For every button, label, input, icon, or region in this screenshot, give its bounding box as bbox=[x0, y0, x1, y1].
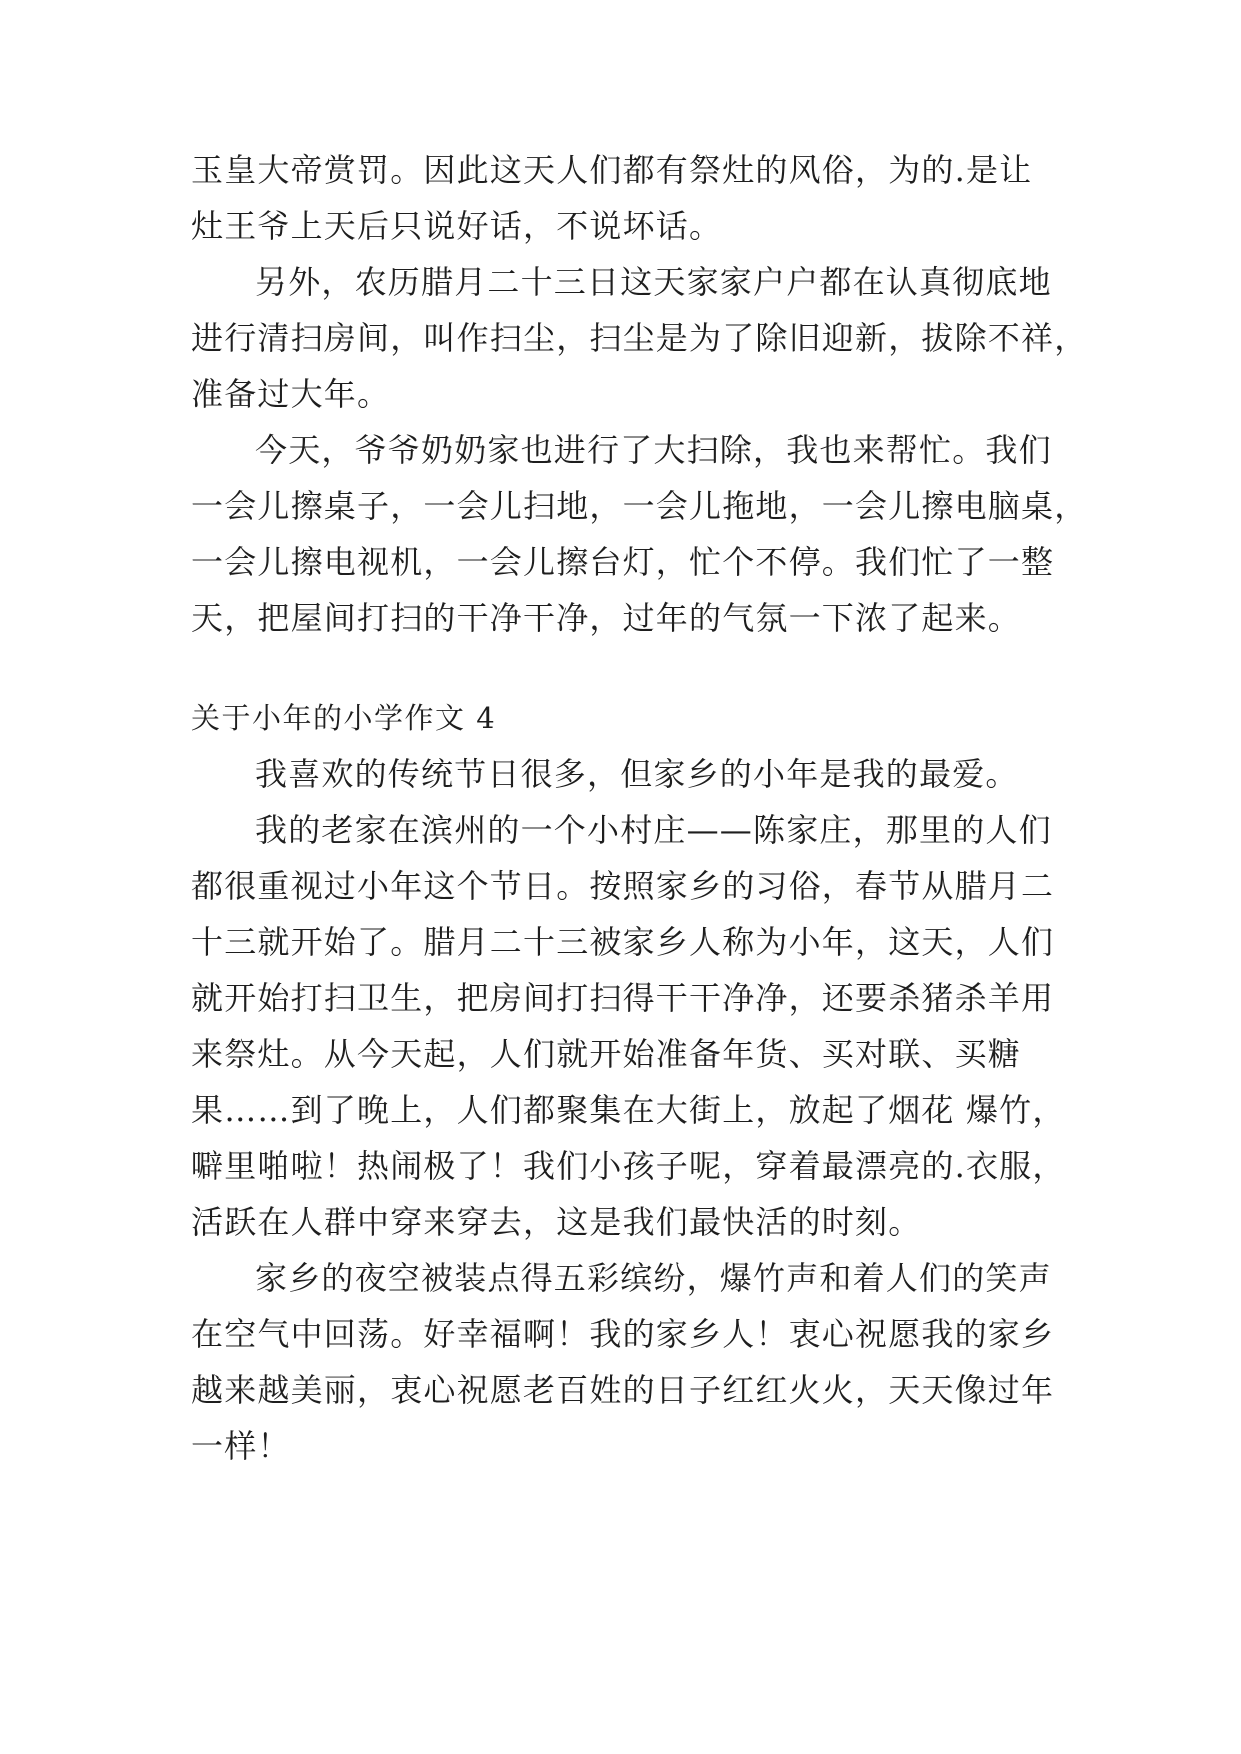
text-line: 进行清扫房间，叫作扫尘，扫尘是为了除旧迎新，拔除不祥， bbox=[191, 319, 1088, 357]
text-line: 越来越美丽，衷心祝愿老百姓的日子红红火火，天天像过年 bbox=[191, 1371, 1055, 1409]
text-line: 一会儿擦电视机，一会儿擦台灯，忙个不停。我们忙了一整 bbox=[191, 543, 1055, 581]
section-title: 关于小年的小学作文 4 bbox=[191, 701, 497, 735]
text-line: 十三就开始了。腊月二十三被家乡人称为小年，这天，人们 bbox=[191, 923, 1055, 961]
text-line: 天，把屋间打扫的干净干净，过年的气氛一下浓了起来。 bbox=[191, 599, 1022, 637]
text-line: 就开始打扫卫生，把房间打扫得干干净净，还要杀猪杀羊用 bbox=[191, 979, 1055, 1017]
text-line: 一会儿擦桌子，一会儿扫地，一会儿拖地，一会儿擦电脑桌， bbox=[191, 487, 1088, 525]
text-line: 另外，农历腊月二十三日这天家家户户都在认真彻底地 bbox=[255, 263, 1052, 301]
text-line: 今天，爷爷奶奶家也进行了大扫除，我也来帮忙。我们 bbox=[255, 431, 1052, 469]
text-line: 我的老家在滨州的一个小村庄——陈家庄，那里的人们 bbox=[255, 811, 1052, 849]
text-line: 灶王爷上天后只说好话，不说坏话。 bbox=[191, 207, 723, 245]
text-line: 准备过大年。 bbox=[191, 375, 391, 413]
text-line: 果……到了晚上，人们都聚集在大街上，放起了烟花 爆竹， bbox=[191, 1091, 1066, 1129]
text-line: 我喜欢的传统节日很多，但家乡的小年是我的最爱。 bbox=[255, 755, 1019, 793]
text-line: 都很重视过小年这个节日。按照家乡的习俗，春节从腊月二 bbox=[191, 867, 1055, 905]
text-line: 玉皇大帝赏罚。因此这天人们都有祭灶的风俗，为的.是让 bbox=[191, 151, 1033, 189]
text-line: 在空气中回荡。好幸福啊！我的家乡人！衷心祝愿我的家乡 bbox=[191, 1315, 1055, 1353]
text-line: 家乡的夜空被装点得五彩缤纷，爆竹声和着人们的笑声 bbox=[255, 1259, 1052, 1297]
text-line: 噼里啪啦！热闹极了！我们小孩子呢，穿着最漂亮的.衣服， bbox=[191, 1147, 1066, 1185]
text-line: 一样！ bbox=[191, 1427, 291, 1465]
text-line: 来祭灶。从今天起，人们就开始准备年货、买对联、买糖 bbox=[191, 1035, 1022, 1073]
text-line: 活跃在人群中穿来穿去，这是我们最快活的时刻。 bbox=[191, 1203, 922, 1241]
